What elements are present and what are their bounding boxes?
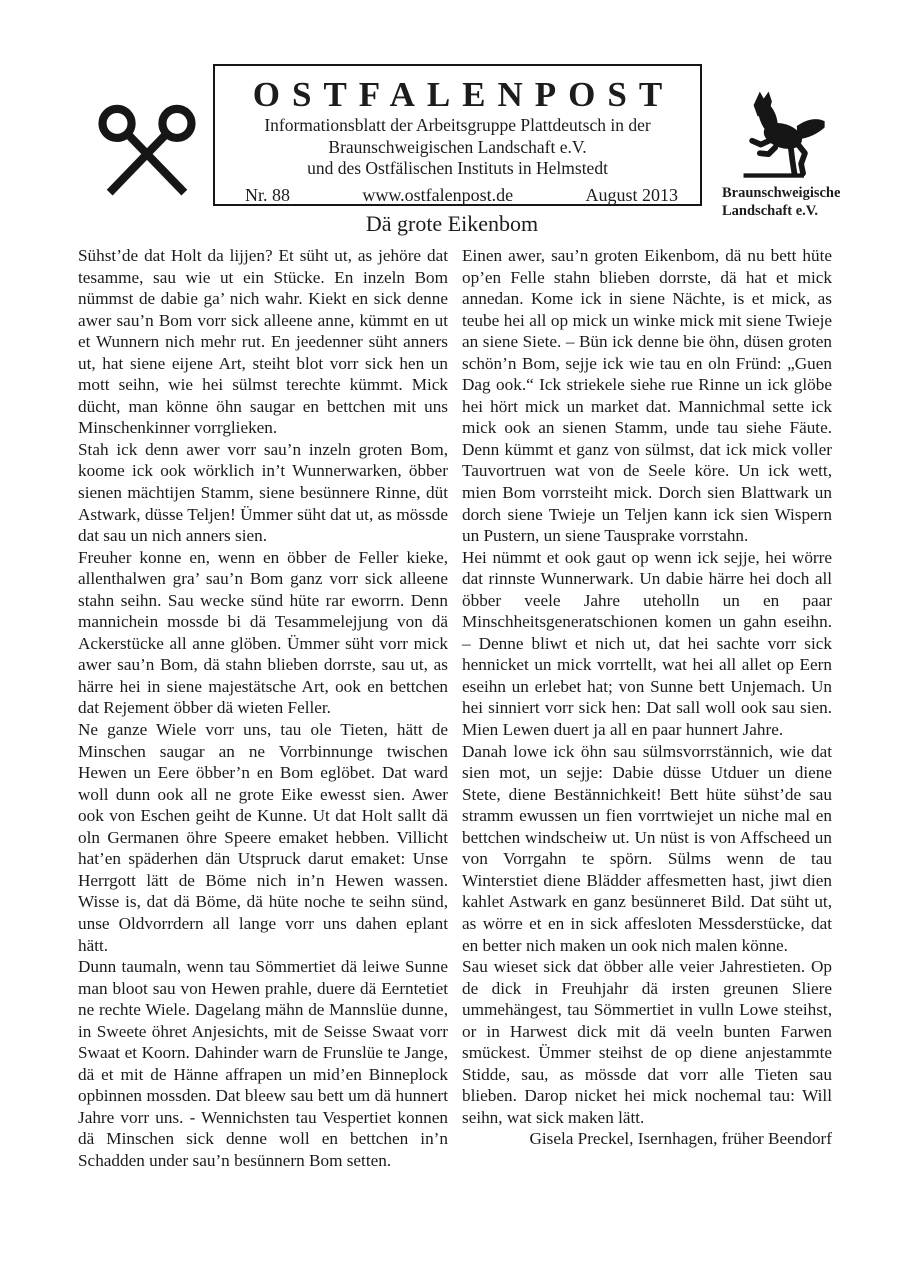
masthead-subtitle-line-3: und des Ostfälischen Instituts in Helmstedt (307, 158, 608, 178)
byline: Gisela Preckel, Isernhagen, früher Beendorf (529, 1129, 832, 1149)
logo-caption-line-2: Landschaft e.V. (722, 203, 819, 220)
paragraph: Sühst’de dat Holt da lijjen? Et süht ut, as jehöre dat tesamme, sau wie ut ein Stücke. En inzeln Bom nümmst de dabie ga’ nich wahr. Kiekt en sick denne awer sau’n Bom vorr sick alleene anne, kümmt en ut et Wunnern nich mehr rut. En jeedenner süht anners ut, hat siene eijene Art, steiht blot vorr sick hen un mott seihn, wie hei sülmst terechte kümmt. Mick dücht, man könne öhn saugar en bettchen mit uns Minschenkinner vorrglieken. (78, 246, 448, 438)
crossed-keys-emblem-icon (88, 94, 206, 210)
masthead-subtitle-line-1: Informationsblatt der Arbeitsgruppe Plattdeutsch in der (264, 115, 651, 135)
paragraph: Dunn taumaln, wenn tau Sömmertiet dä leiwe Sunne man bloot sau von Hewen prahle, duere dä Eerntetiet ne rechte Wiele. Dagelang mähn de Mannslüe dunne, in Sweete öhret Anjesichts, mit de Seisse Swaat vorr Swaat et Koorn. Dahinder warn de Frunslüe te Jange, dä et mit de Hänne affrapen un mid’en Binneplock opbinnen mossden. Dat bleew sau bett um dä hunnert Jahre vorr uns. - Wennichsten tau Vespertiet konnen dä Minschen sick denne woll en bettchen in’n Schadden under sau’n besünnern Bom setten. (78, 957, 448, 1170)
paragraph: Ne ganze Wiele vorr uns, tau ole Tieten, hätt de Minschen saugar an ne Vorrbinnunge twischen Hewen un Eere öbber’n en Bom eglöbet. Dat ward woll dunn ook all ne grote Eike ewesst sien. Awer ook von Eschen geiht de Kunne. Ut dat Holt sallt dä oln Germanen öhre Speere emaket hebben. Villicht hat’en späderhen dän Utspruck darut emaket: Unse Herrgott lätt de Böme nich in’n Hewen wassen. Wisse is, dat dä Böme, dä hüte noche te seihn sünd, unse Oldvorrdern all lange vorr uns dahen eplant hätt. (78, 720, 448, 955)
newsletter-title: OSTFALENPOST (252, 75, 675, 114)
masthead-box (213, 64, 702, 206)
paragraph: Sau wieset sick dat öbber alle veier Jahrestieten. Op de dick in Freuhjahr dä irsten greunen Sliere ummehängest, tau Sömmertiet in vulln Lowe steihst, or in Harwest dick mit dä veeln bunten Farwen smückest. Ümmer steihst de op diene anjestammte Stidde, sau, as mössde dat vorr alle Tieten sau blieben. Darop nicket hei mick nochemal tau: Will seihn, wat sick maken lätt. (462, 957, 832, 1127)
paragraph: Einen awer, sau’n groten Eikenbom, dä nu bett hüte op’en Felle stahn blieben dorrste, dä hat et mick annedan. Kome ick in siene Nächte, is et mick, as teube hei all op mick un winke mick mit siene Twieje an siene Siete. – Bün ick denne bie öhn, düsen groten schön’n Bom, sejje ick wie tau en oln Fründ: „Guen Dag ook.“ Ick striekele siehe rue Rinne un ick glöbe hei hört mick un market dat. Mannichmal sette ick mick ook an sienen Stamm, unde tau siehe Fäute. Denn kümmt et ganz von sülmst, dat ick mick voller Tauvortruen wat von de Seele köre. Un ick wett, mien Bom vorrsteiht mick. Dorch sien Blattwark un dorch siene Twieje un Teljen kann ick sien Wispern un Pustern, un siene Tausprake vorrstahn. (462, 246, 832, 546)
article-column-left (78, 245, 448, 1172)
paragraph: Hei nümmt et ook gaut op wenn ick sejje, hei wörre dat rinnste Wunnerwark. Un dabie härre hei doch all öbber veele Jahre uteholln un en paar Minschheitsgeneratschionen komen un gahn eseihn. – Denne bliwt et nich ut, dat hei sachte vorr sick hennicket un mick vorrtellt, wat hei all allet op Eern eseihn un erlebet hat; von Sunne bett Unjemach. Un hei sinniert vorr sick hen: Dat sall woll ook sau sien. Mien Lewen duert ja all en paar hunnert Jahre. (462, 547, 832, 740)
saxon-steed-horse-icon (728, 86, 832, 182)
paragraph: Freuher konne en, wenn en öbber de Feller kieke, allenthalwen gra’ sau’n Bom ganz vorr sick alleene stahn seihn. Sau wecke sünd hüte rar eworrn. Denn mannichein mossde bi dä Tesammelejjung von dä Ackerstücke all anne glöben. Ümmer süht vorr mick awer sau’n Bom, dä stahn blieben dorrste, sau ut, as härre hei in siene majestätsche Art, ook en bettchen dat Rejement öbber dä wieten Feller. (78, 547, 448, 718)
masthead-subtitle-line-2: Braunschweigischen Landschaft e.V. (328, 136, 587, 157)
paragraph: Danah lowe ick öhn sau sülmsvorrstännich, wie dat sien mot, un sejje: Dabie düsse Utduer un diene Stete, diene Bestännichkeit! Bett hüte sühst’de sau stramm ewussen un fien vorrtwiejet un niche mal en bettchen windscheiw ut. Un nüst is von Affscheed un von Vorrgahn te spörn. Sülms wenn de tau Winterstiet diene Blädder affesmetten hast, jiwt dien kahlet Astwark en ganz besünneret Bild. Dat süht ut, as wörre et en in sick affesloten Messderstücke, dat en better nich maken un ook nich malen könne. (462, 741, 832, 955)
logo-caption-line-1: Braunschweigische (722, 185, 841, 201)
paragraph: Stah ick denn awer vorr sau’n inzeln groten Bom, koome ick ook wörklich in’t Wunnerwarken, öbber sienen mächtijen Stamm, siene besünnere Rinne, düt Astwark, düsse Teljen! Ümmer süht dat ut, as mössde dat sau un nich anners sien. (78, 439, 448, 546)
article-title: Dä grote Eikenbom (365, 211, 539, 236)
publisher-logo (722, 86, 842, 220)
issue-number: Nr. 88 (245, 184, 290, 205)
website-url: www.ostfalenpost.de (362, 184, 514, 205)
masthead (0, 0, 904, 220)
article-column-right (462, 245, 832, 1172)
issue-date: August 2013 (585, 184, 678, 205)
article-body (78, 245, 832, 1172)
masthead-meta-row (215, 185, 700, 206)
